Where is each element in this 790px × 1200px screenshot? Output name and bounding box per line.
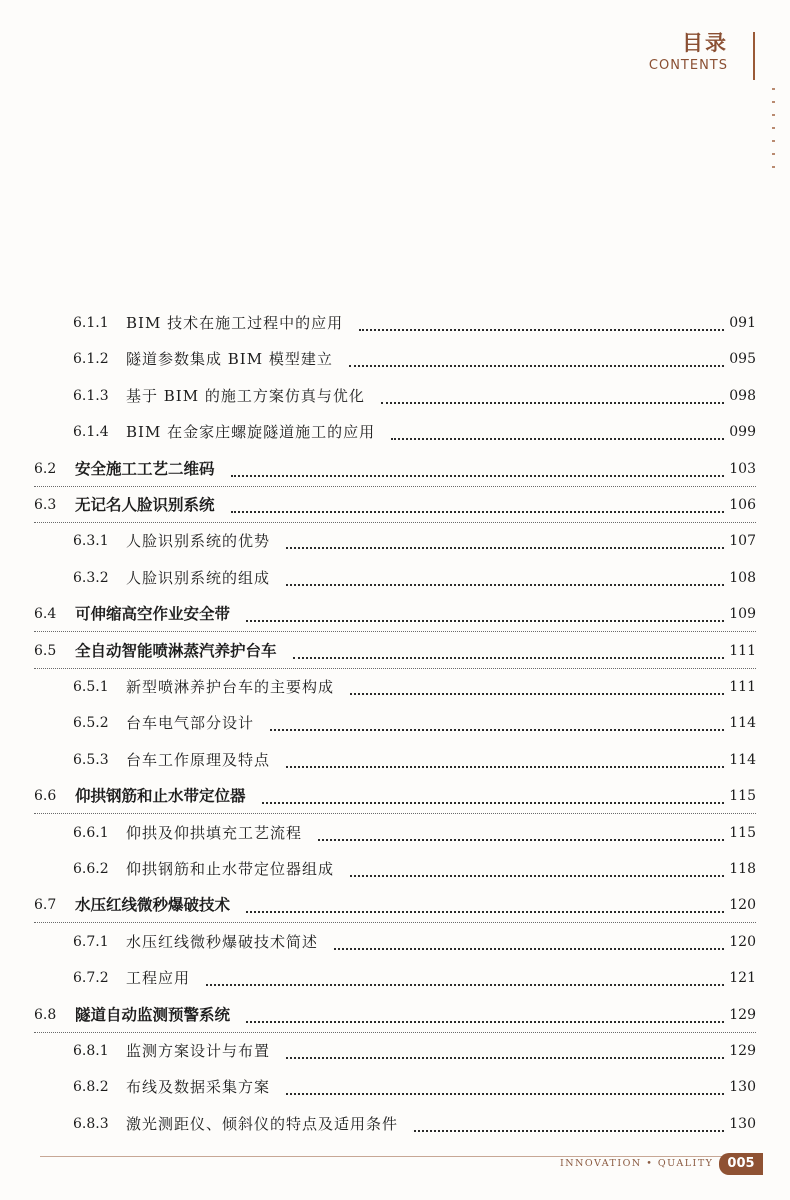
toc-leader-dots bbox=[350, 861, 724, 877]
toc-entry-title: 人脸识别系统的优势 bbox=[126, 532, 271, 551]
footer-divider bbox=[40, 1156, 760, 1157]
toc-entry-title: 全自动智能喷淋蒸汽养护台车 bbox=[75, 641, 277, 660]
toc-entry-page: 118 bbox=[729, 861, 756, 877]
toc-entry-page: 114 bbox=[729, 751, 756, 768]
toc-entry-number: 6.5.2 bbox=[73, 715, 109, 732]
toc-entry[interactable] bbox=[0, 414, 790, 450]
toc-entry-page: 130 bbox=[729, 1115, 756, 1132]
toc-leader-dots bbox=[350, 679, 724, 695]
toc-leader-dots bbox=[318, 825, 724, 841]
toc-entry-page: 108 bbox=[729, 569, 756, 586]
toc-entry[interactable] bbox=[0, 487, 790, 523]
toc-entry-number: 6.3.2 bbox=[73, 569, 109, 586]
toc-entry-number: 6.5.3 bbox=[73, 751, 109, 768]
toc-entry-title: BIM 在金家庄螺旋隧道施工的应用 bbox=[126, 423, 376, 442]
toc-entry[interactable] bbox=[0, 924, 790, 960]
toc-entry-page: 109 bbox=[729, 606, 756, 623]
toc-entry-title: 可伸缩高空作业安全带 bbox=[75, 605, 231, 624]
toc-leader-dots bbox=[231, 461, 724, 477]
toc-leader-dots bbox=[286, 570, 724, 586]
toc-entry-number: 6.8.3 bbox=[73, 1115, 109, 1132]
toc-entry[interactable] bbox=[0, 815, 790, 851]
toc-entry[interactable] bbox=[0, 705, 790, 741]
page-header bbox=[649, 30, 728, 73]
toc-entry-title: 监测方案设计与布置 bbox=[126, 1042, 271, 1060]
toc-leader-dots bbox=[293, 643, 724, 659]
toc-leader-dots bbox=[286, 1079, 724, 1095]
toc-entry[interactable] bbox=[0, 451, 790, 487]
toc-entry[interactable] bbox=[0, 523, 790, 559]
toc-entry[interactable] bbox=[0, 633, 790, 669]
toc-leader-dots bbox=[359, 315, 724, 331]
toc-entry-number: 6.7.1 bbox=[73, 933, 109, 950]
toc-entry-page: 103 bbox=[729, 460, 756, 477]
toc-entry-number: 6.5 bbox=[34, 642, 57, 659]
toc-entry[interactable] bbox=[0, 1033, 790, 1069]
toc-leader-dots bbox=[286, 533, 724, 549]
toc-entry-title: 安全施工工艺二维码 bbox=[75, 459, 215, 478]
toc-entry[interactable] bbox=[0, 851, 790, 887]
page-title: 目录 bbox=[682, 31, 728, 55]
toc-entry-title: 隧道参数集成 BIM 模型建立 bbox=[126, 350, 333, 369]
toc-entry-number: 6.1.4 bbox=[73, 424, 109, 441]
toc-entry[interactable] bbox=[0, 341, 790, 377]
toc-entry[interactable] bbox=[0, 887, 790, 923]
toc-entry[interactable] bbox=[0, 378, 790, 414]
header-divider bbox=[753, 32, 755, 80]
toc-entry-number: 6.3.1 bbox=[73, 533, 109, 550]
toc-entry[interactable] bbox=[0, 997, 790, 1033]
toc-leader-dots bbox=[231, 497, 724, 513]
toc-entry-title: 台车电气部分设计 bbox=[126, 714, 255, 733]
toc-leader-dots bbox=[286, 752, 724, 768]
toc-entry-page: 091 bbox=[729, 315, 756, 331]
toc-entry-title: 布线及数据采集方案 bbox=[126, 1078, 271, 1097]
toc-entry-number: 6.8.2 bbox=[73, 1079, 109, 1096]
toc-entry-title: 仰拱及仰拱填充工艺流程 bbox=[126, 823, 303, 842]
toc-entry-title: 新型喷淋养护台车的主要构成 bbox=[126, 678, 335, 696]
toc-entry-page: 121 bbox=[729, 970, 756, 987]
toc-leader-dots bbox=[270, 715, 724, 731]
toc-entry-number: 6.1.3 bbox=[73, 387, 109, 404]
toc-entry-page: 098 bbox=[729, 387, 756, 404]
toc-entry-number: 6.1.2 bbox=[73, 351, 109, 368]
toc-entry-page: 099 bbox=[729, 424, 756, 441]
toc-entry-page: 115 bbox=[729, 788, 756, 805]
footer-page-number: 005 bbox=[719, 1153, 763, 1175]
toc-entry-title: 激光测距仪、倾斜仪的特点及适用条件 bbox=[126, 1114, 399, 1133]
toc-entry-number: 6.6.1 bbox=[73, 824, 109, 841]
toc-entry-number: 6.3 bbox=[34, 497, 57, 513]
toc-entry-page: 120 bbox=[729, 897, 756, 914]
toc-entry-number: 6.1.1 bbox=[73, 315, 109, 331]
toc-leader-dots bbox=[246, 1007, 724, 1023]
toc-entry[interactable] bbox=[0, 669, 790, 705]
toc-leader-dots bbox=[381, 388, 724, 404]
toc-entry-title: 人脸识别系统的组成 bbox=[126, 568, 271, 587]
toc-entry-page: 129 bbox=[729, 1043, 756, 1059]
toc-entry-page: 129 bbox=[729, 1006, 756, 1023]
toc-leader-dots bbox=[206, 970, 724, 986]
toc-entry-number: 6.4 bbox=[34, 606, 57, 623]
toc-entry-number: 6.8.1 bbox=[73, 1043, 109, 1059]
toc-entry-number: 6.8 bbox=[34, 1006, 57, 1023]
toc-leader-dots bbox=[414, 1116, 724, 1132]
toc-leader-dots bbox=[262, 788, 724, 804]
toc-entry-number: 6.7.2 bbox=[73, 970, 109, 987]
toc-entry-page: 114 bbox=[729, 715, 756, 732]
toc-entry-page: 107 bbox=[729, 533, 756, 550]
toc-entry-title: BIM 技术在施工过程中的应用 bbox=[126, 314, 344, 332]
toc-entry[interactable] bbox=[0, 560, 790, 596]
toc-entry[interactable] bbox=[0, 1106, 790, 1142]
toc-entry-number: 6.7 bbox=[34, 897, 57, 914]
toc-entry-title: 水压红线微秒爆破技术 bbox=[75, 896, 231, 915]
toc-entry-page: 111 bbox=[729, 642, 756, 659]
toc-leader-dots bbox=[391, 424, 724, 440]
toc-entry-title: 基于 BIM 的施工方案仿真与优化 bbox=[126, 386, 365, 405]
toc-entry-title: 水压红线微秒爆破技术简述 bbox=[126, 932, 319, 951]
toc-entry-page: 130 bbox=[729, 1079, 756, 1096]
toc-entry[interactable] bbox=[0, 960, 790, 996]
toc-entry-page: 095 bbox=[729, 351, 756, 368]
toc-entry-page: 120 bbox=[729, 933, 756, 950]
toc-leader-dots bbox=[286, 1043, 724, 1059]
toc-entry-page: 111 bbox=[729, 679, 756, 695]
toc-entry-title: 仰拱钢筋和止水带定位器组成 bbox=[126, 860, 335, 878]
toc-entry-title: 台车工作原理及特点 bbox=[126, 750, 271, 769]
toc-leader-dots bbox=[349, 351, 724, 367]
toc-entry-number: 6.2 bbox=[34, 460, 57, 477]
toc-entry[interactable] bbox=[0, 305, 790, 341]
footer-tagline: INNOVATION • QUALITY bbox=[560, 1158, 714, 1169]
toc-entry-page: 106 bbox=[729, 497, 756, 513]
toc-leader-dots bbox=[334, 934, 724, 950]
toc-entry-number: 6.6 bbox=[34, 788, 57, 805]
toc-entry[interactable] bbox=[0, 1069, 790, 1105]
toc-entry-title: 工程应用 bbox=[126, 969, 191, 988]
toc-entry[interactable] bbox=[0, 596, 790, 632]
toc-leader-dots bbox=[246, 897, 724, 913]
toc-leader-dots bbox=[246, 606, 724, 622]
toc-entry-number: 6.6.2 bbox=[73, 861, 109, 877]
toc-entry-title: 无记名人脸识别系统 bbox=[75, 496, 215, 514]
toc-entry[interactable] bbox=[0, 742, 790, 778]
toc-entry-page: 115 bbox=[729, 824, 756, 841]
page-subtitle: CONTENTS bbox=[648, 58, 728, 73]
toc-entry-number: 6.5.1 bbox=[73, 679, 109, 695]
toc-entry-title: 隧道自动监测预警系统 bbox=[75, 1005, 231, 1024]
toc-entry-title: 仰拱钢筋和止水带定位器 bbox=[75, 787, 246, 806]
toc-entry[interactable] bbox=[0, 778, 790, 814]
decorative-dots bbox=[772, 88, 775, 179]
